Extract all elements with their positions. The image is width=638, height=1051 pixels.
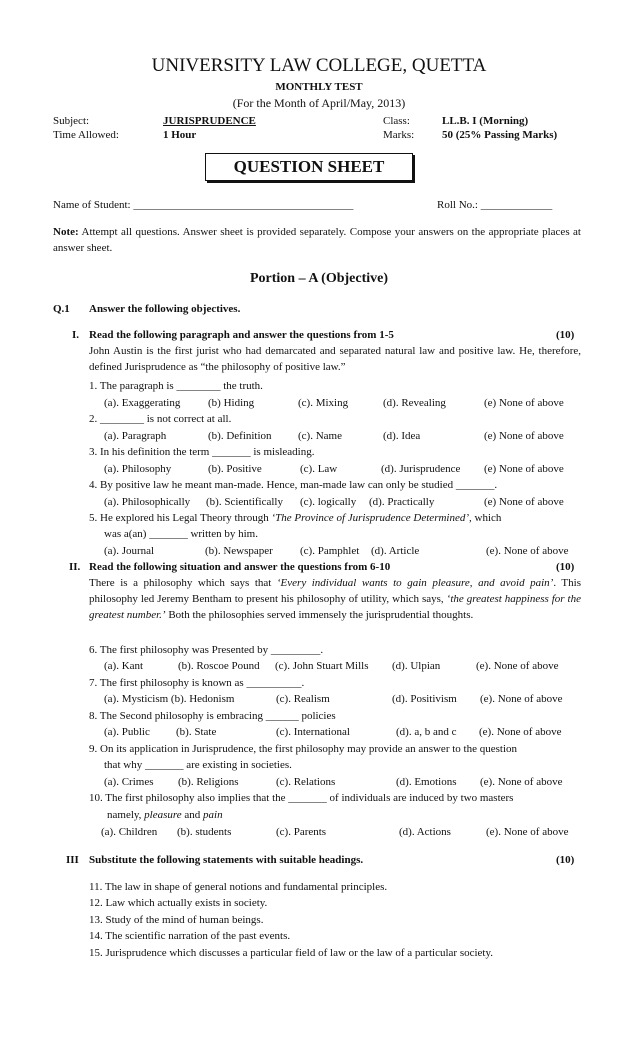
q5-text-post: which [471, 512, 502, 524]
q7-option-d: (d). Positivism [392, 693, 457, 705]
q6-option-e: (e). None of above [476, 660, 559, 672]
question-1: 1. The paragraph is ________ the truth. [89, 380, 263, 392]
roll-number-field: Roll No.: _____________ [437, 199, 553, 211]
subject-label: Subject: [53, 115, 90, 127]
q4-option-e: (e) None of above [484, 496, 564, 508]
test-title: MONTHLY TEST [275, 81, 363, 93]
marks-value: 50 (25% Passing Marks) [442, 129, 558, 141]
q7-option-ab: (a). Mysticism (b). Hedonism [104, 693, 235, 705]
question-2: 2. ________ is not correct at all. [89, 413, 232, 425]
part1-heading: Read the following paragraph and answer the questions from 1-5 [89, 329, 394, 341]
q9-option-b: (b). Religions [178, 776, 239, 788]
q10-option-b: (b). students [177, 826, 232, 838]
q8-option-b: (b). State [176, 726, 217, 738]
subject-value: JURISPRUDENCE [163, 115, 256, 127]
note-paragraph [53, 224, 581, 256]
question-5-line2: was a(an) _______ written by him. [104, 528, 258, 540]
part3-number: III [66, 854, 79, 866]
q9-option-c: (c). Relations [276, 776, 336, 788]
q4-option-d: (d). Practically [369, 496, 435, 508]
q9-option-a: (a). Crimes [104, 776, 154, 788]
statement-14: 14. The scientific narration of the past events. [89, 930, 291, 942]
q10-option-d: (d). Actions [399, 826, 451, 838]
q6-option-c: (c). John Stuart Mills [275, 660, 369, 672]
q10-text-and: and [181, 809, 204, 821]
q2-option-e: (e) None of above [484, 430, 564, 442]
q3-option-e: (e) None of above [484, 463, 564, 475]
q5-option-c: (c). Pamphlet [300, 545, 360, 557]
q4-option-c: (c). logically [300, 496, 357, 508]
q6-option-b: (b). Roscoe Pound [178, 660, 260, 672]
statement-11: 11. The law in shape of general notions and fundamental principles. [89, 881, 388, 893]
part1-marks: (10) [556, 329, 575, 341]
q10-option-c: (c). Parents [276, 826, 327, 838]
q10-option-e: (e). None of above [486, 826, 569, 838]
q10-word-pleasure: pleasure [144, 809, 182, 821]
q1-text: Answer the following objectives. [89, 303, 241, 315]
marks-label: Marks: [383, 129, 415, 141]
q5-option-e: (e). None of above [486, 545, 569, 557]
q6-option-a: (a). Kant [104, 660, 144, 672]
part1-paragraph: John Austin is the first jurist who had demarcated and separated natural law and positive law. He, therefore, defined Jurisprudence as “the philosophy of positive law.” [89, 345, 581, 373]
q10-option-a: (a). Children [101, 826, 158, 838]
q5-book-title: ‘The Province of Jurisprudence Determined’, [271, 512, 472, 524]
q8-option-e: (e). None of above [479, 726, 562, 738]
q1-option-d: (d). Revealing [383, 397, 446, 409]
q5-text-pre: 5. He explored his Legal Theory through [89, 512, 272, 524]
question-8: 8. The Second philosophy is embracing ______ policies [89, 710, 336, 722]
q4-option-a: (a). Philosophically [104, 496, 191, 508]
q8-option-a: (a). Public [104, 726, 150, 738]
q3-option-b: (b). Positive [208, 463, 262, 475]
note-label: Note: [53, 226, 79, 238]
part2-text-1: There is a philosophy which says that [89, 577, 277, 589]
q9-option-d: (d). Emotions [396, 776, 457, 788]
time-label: Time Allowed: [53, 129, 119, 141]
test-period: (For the Month of April/May, 2013) [232, 96, 406, 110]
question-10: 10. The first philosophy also implies that the _______ of individuals are induced by two masters [89, 792, 514, 804]
part3-marks: (10) [556, 854, 575, 866]
part2-text-3: Both the philosophies served immensely the jurisprudential thoughts. [165, 609, 474, 621]
time-value: 1 Hour [163, 129, 197, 141]
q7-option-c: (c). Realism [276, 693, 330, 705]
q7-option-e: (e). None of above [480, 693, 563, 705]
q2-option-c: (c). Name [298, 430, 342, 442]
question-6: 6. The first philosophy was Presented by _________. [89, 644, 324, 656]
statement-12: 12. Law which actually exists in society. [89, 897, 268, 909]
q8-option-d: (d). a, b and c [396, 726, 457, 738]
q3-option-d: (d). Jurisprudence [381, 463, 461, 475]
part2-heading: Read the following situation and answer the questions from 6-10 [89, 561, 391, 573]
q1-option-a: (a). Exaggerating [104, 397, 181, 409]
portion-title: Portion – A (Objective) [249, 271, 389, 286]
q6-option-d: (d). Ulpian [392, 660, 441, 672]
q9-option-e: (e). None of above [480, 776, 563, 788]
q8-option-c: (c). International [276, 726, 350, 738]
question-5 [89, 511, 501, 525]
q1-option-b: (b) Hiding [208, 397, 255, 409]
q1-option-e: (e) None of above [484, 397, 564, 409]
part2-quote-1: ‘Every individual wants to gain pleasure, and avoid pain’ [276, 577, 554, 589]
q3-option-c: (c). Law [300, 463, 338, 475]
q1-option-c: (c). Mixing [298, 397, 349, 409]
question-10-line2 [107, 808, 223, 822]
statement-15: 15. Jurisprudence which discusses a particular field of law or the law of a particular society. [89, 947, 494, 959]
college-title: UNIVERSITY LAW COLLEGE, QUETTA [151, 55, 487, 76]
part3-heading: Substitute the following statements with suitable headings. [89, 854, 364, 866]
q2-option-a: (a). Paragraph [104, 430, 167, 442]
question-9: 9. On its application in Jurisprudence, the first philosophy may provide an answer to the question [89, 743, 518, 755]
q2-option-b: (b). Definition [208, 430, 272, 442]
question-7: 7. The first philosophy is known as __________. [89, 677, 305, 689]
part2-number: II. [69, 561, 81, 573]
part2-marks: (10) [556, 561, 575, 573]
q5-option-a: (a). Journal [104, 545, 155, 557]
q4-option-b: (b). Scientifically [206, 496, 283, 508]
q5-option-b: (b). Newspaper [205, 545, 273, 557]
question-9-line2: that why _______ are existing in societies. [104, 759, 292, 771]
part2-quote-2: ‘the greatest happiness for the greatest number.’ [89, 593, 581, 621]
question-4: 4. By positive law he meant man-made. Hence, man-made law can only be studied _______. [89, 479, 498, 491]
q3-option-a: (a). Philosophy [104, 463, 172, 475]
q5-option-d: (d). Article [371, 545, 420, 557]
q1-number: Q.1 [53, 303, 70, 315]
statement-13: 13. Study of the mind of human beings. [89, 914, 264, 926]
note-text: Attempt all questions. Answer sheet is provided separately. Compose your answers on the appropriate places at answer sheet. [53, 226, 581, 254]
part2-paragraph [89, 575, 581, 623]
student-name-field: Name of Student: ________________________________________ [53, 199, 354, 211]
q2-option-d: (d). Idea [383, 430, 421, 442]
q10-word-pain: pain [203, 809, 223, 821]
class-value: LL.B. I (Morning) [442, 115, 529, 127]
question-sheet-title: QUESTION SHEET [205, 153, 413, 181]
class-label: Class: [383, 115, 410, 127]
part2-text-2: . This philosophy led Jeremy Bentham to present his philosophy of utility, which says, [89, 577, 581, 605]
q10-text-pre: namely, [107, 809, 145, 821]
question-3: 3. In his definition the term _______ is misleading. [89, 446, 315, 458]
part1-number: I. [72, 329, 80, 341]
